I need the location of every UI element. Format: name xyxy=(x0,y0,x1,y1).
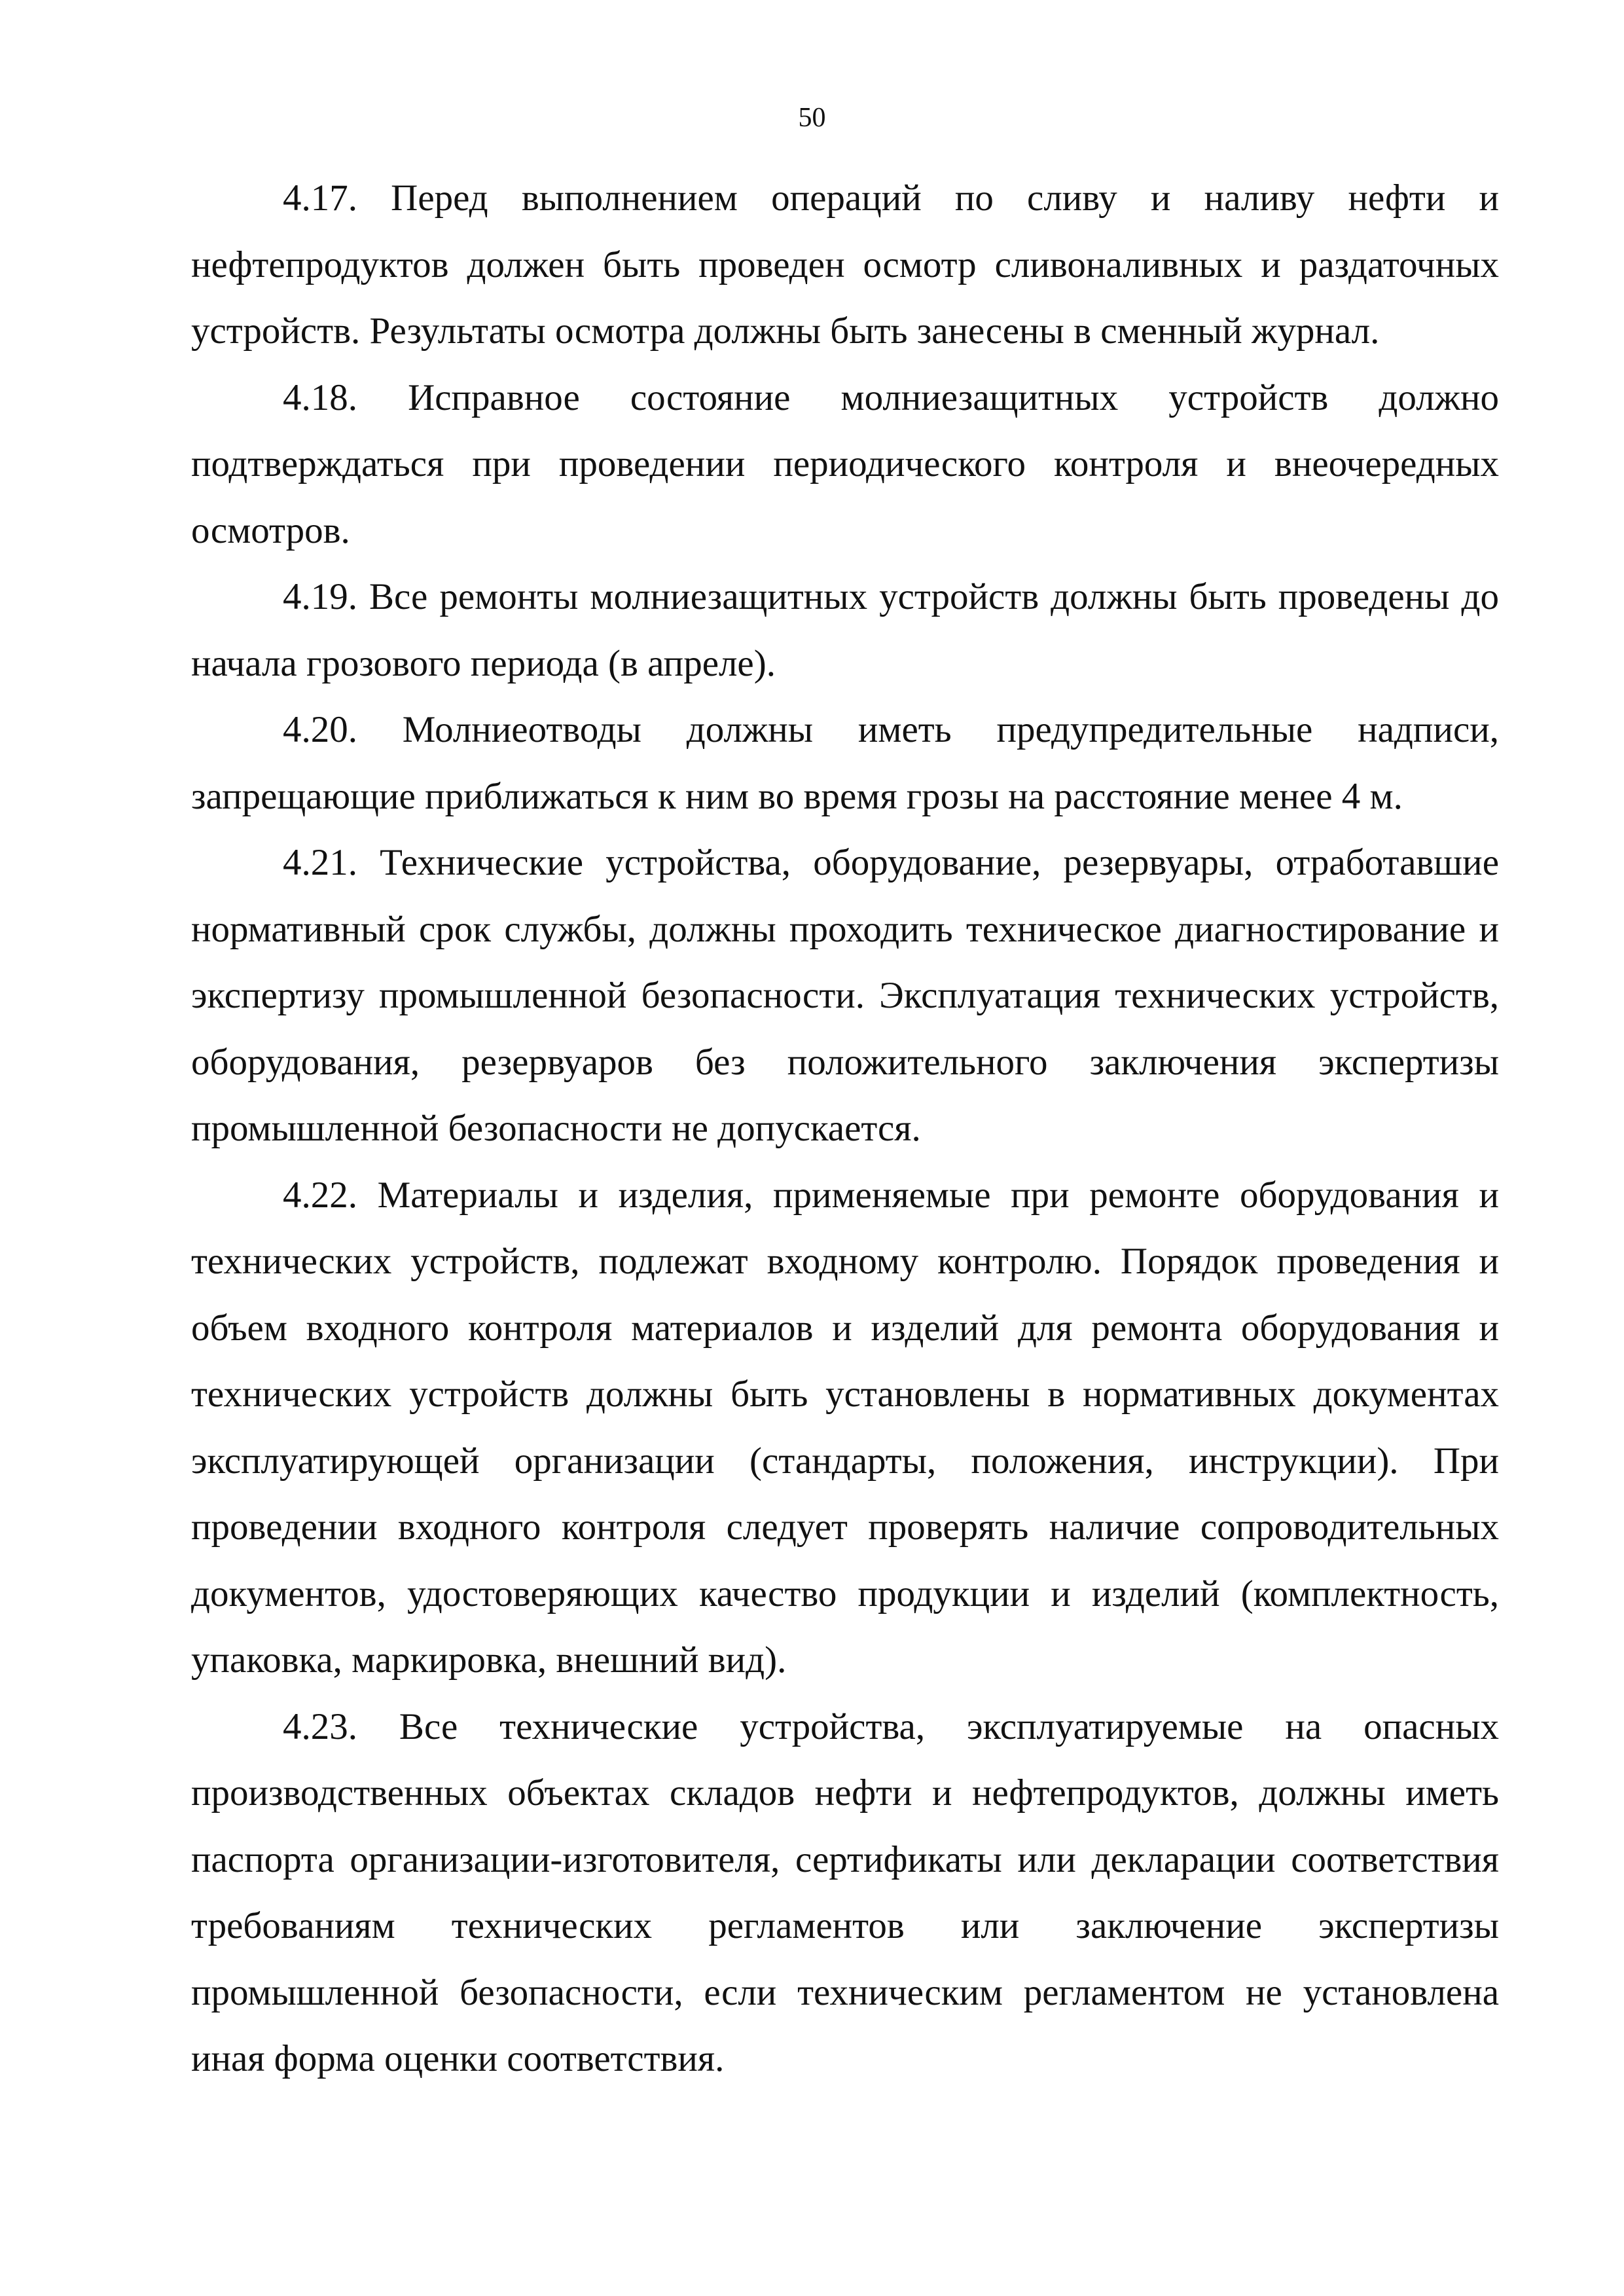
document-body xyxy=(191,165,1499,2092)
paragraph-4-19: 4.19. Все ремонты молниезащитных устройств должны быть проведены до начала грозового периода (в апреле). xyxy=(191,576,1499,684)
page-number: 50 xyxy=(798,103,826,133)
paragraph-4-18: 4.18. Исправное состояние молниезащитных устройств должно подтверждаться при проведении периодического контроля и внеочередных осмотров. xyxy=(191,376,1499,551)
paragraph-4-21: 4.21. Технические устройства, оборудование, резервуары, отработавшие нормативный срок службы, должны проходить техническое диагностирование и экспертизу промышленной безопасности. Эксплуатация технических устройств, оборудования, резервуаров без положительного заключения экспертизы промышленной безопасности не допускается. xyxy=(191,842,1499,1149)
paragraph-4-23: 4.23. Все технические устройства, эксплуатируемые на опасных производственных объектах складов нефти и нефтепродуктов, должны иметь паспорта организации-изготовителя, сертификаты или декларации соответствия требованиям технических регламентов или заключение экспертизы промышленной безопасности, если техническим регламентом не установлена иная форма оценки соответствия. xyxy=(191,1705,1499,2079)
paragraph-4-22: 4.22. Материалы и изделия, применяемые при ремонте оборудования и технических устройств, подлежат входному контролю. Порядок проведения и объем входного контроля материалов и изделий для ремонта оборудования и технических устройств должны быть установлены в нормативных документах эксплуатирующей организации (стандарты, положения, инструкции). При проведении входного контроля следует проверять наличие сопроводительных документов, удостоверяющих качество продукции и изделий (комплектность, упаковка, маркировка, внешний вид). xyxy=(191,1174,1499,1681)
paragraph-4-20: 4.20. Молниеотводы должны иметь предупредительные надписи, запрещающие приближаться к ним во время грозы на расстояние менее 4 м. xyxy=(191,709,1499,817)
paragraph-4-17: 4.17. Перед выполнением операций по сливу и наливу нефти и нефтепродуктов должен быть проведен осмотр сливоналивных и раздаточных устройств. Результаты осмотра должны быть занесены в сменный журнал. xyxy=(191,177,1499,352)
